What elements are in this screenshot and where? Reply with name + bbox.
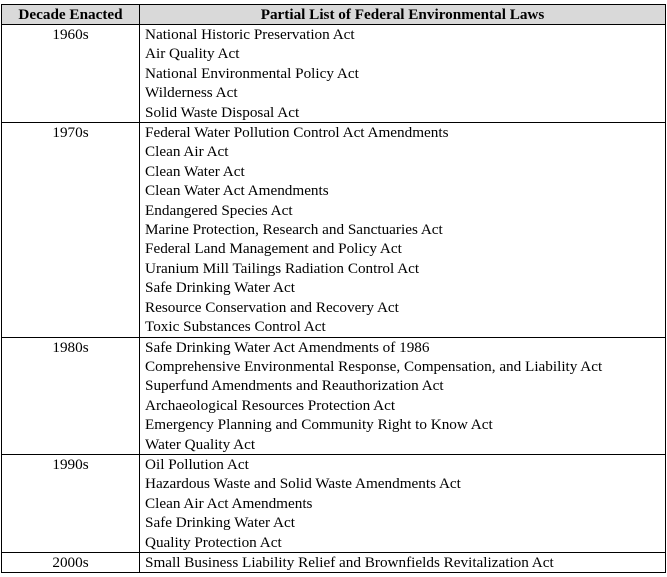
law-item: Endangered Species Act <box>145 201 293 219</box>
laws-cell <box>140 454 666 552</box>
decade-cell: 1970s <box>2 123 140 337</box>
law-item: Water Quality Act <box>145 435 256 453</box>
law-item: Quality Protection Act <box>145 533 282 551</box>
table-header <box>2 5 666 25</box>
decade-cell: 1990s <box>2 454 140 552</box>
law-item: Marine Protection, Research and Sanctuaries Act <box>145 221 443 239</box>
table-row <box>2 337 666 454</box>
table-row <box>2 25 666 123</box>
table-body <box>2 25 666 573</box>
decade-cell: 1960s <box>2 25 140 123</box>
header-row <box>2 5 666 25</box>
law-item: National Historic Preservation Act <box>145 26 355 43</box>
law-item: Superfund Amendments and Reauthorization Act <box>145 377 444 395</box>
law-item: Uranium Mill Tailings Radiation Control Act <box>145 259 420 277</box>
law-item: Clean Water Act <box>145 162 245 180</box>
header-laws: Partial List of Federal Environmental Laws <box>140 5 666 25</box>
law-item: Federal Water Pollution Control Act Amendments <box>145 124 449 142</box>
laws-table <box>1 4 666 573</box>
laws-cell <box>140 25 666 123</box>
law-item: Clean Air Act Amendments <box>145 494 313 512</box>
law-item: Emergency Planning and Community Right to Know Act <box>145 416 493 434</box>
law-item: Wilderness Act <box>145 84 238 102</box>
table-row <box>2 454 666 552</box>
law-item: Hazardous Waste and Solid Waste Amendments Act <box>145 475 461 493</box>
law-item: National Environmental Policy Act <box>145 64 359 82</box>
law-item: Clean Water Act Amendments <box>145 182 329 200</box>
laws-cell <box>140 123 666 337</box>
table-row <box>2 123 666 337</box>
law-item: Resource Conservation and Recovery Act <box>145 298 399 316</box>
decade-cell: 1980s <box>2 337 140 454</box>
laws-cell <box>140 337 666 454</box>
law-item: Solid Waste Disposal Act <box>145 103 300 121</box>
law-item: Safe Drinking Water Act Amendments of 1986 <box>145 338 430 356</box>
law-item: Comprehensive Environmental Response, Compensation, and Liability Act <box>145 357 603 375</box>
law-item: Small Business Liability Relief and Brownfields Revitalization Act <box>145 553 554 571</box>
header-decade: Decade Enacted <box>2 5 140 25</box>
decade-cell: 2000s <box>2 552 140 572</box>
law-item: Safe Drinking Water Act <box>145 279 295 297</box>
laws-cell <box>140 552 666 572</box>
law-item: Clean Air Act <box>145 143 229 161</box>
law-item: Oil Pollution Act <box>145 455 249 473</box>
law-item: Toxic Substances Control Act <box>145 318 326 336</box>
law-item: Federal Land Management and Policy Act <box>145 240 402 258</box>
law-item: Air Quality Act <box>145 45 240 63</box>
law-item: Safe Drinking Water Act <box>145 514 295 532</box>
table-row <box>2 552 666 572</box>
law-item: Archaeological Resources Protection Act <box>145 396 396 414</box>
